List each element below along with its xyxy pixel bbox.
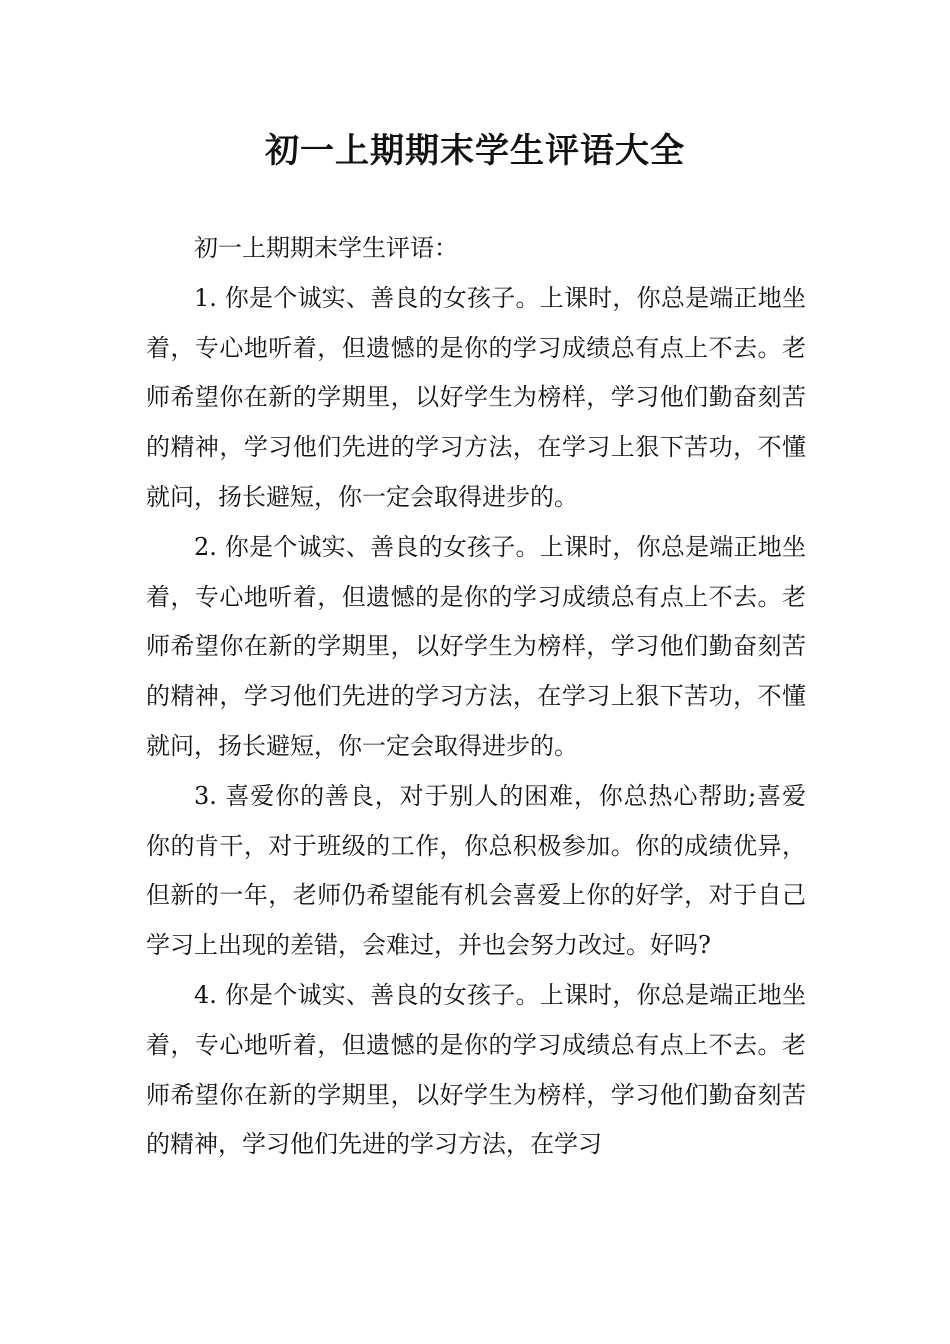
comment-paragraph-4: 4. 你是个诚实、善良的女孩子。上课时，你总是端正地坐着，专心地听着，但遗憾的是你的学习成绩总有点上不去。老师希望你在新的学期里，以好学生为榜样，学习他们勤奋刻苦的精神，学习他们先进的学习方法，在学习 [146,980,806,1159]
comment-paragraph-2: 2. 你是个诚实、善良的女孩子。上课时，你总是端正地坐着，专心地听着，但遗憾的是你的学习成绩总有点上不去。老师希望你在新的学期里，以好学生为榜样，学习他们勤奋刻苦的精神，学习他们先进的学习方法，在学习上狠下苦功，不懂就问，扬长避短，你一定会取得进步的。 [146,532,806,760]
comment-paragraph-3: 3. 喜爱你的善良，对于别人的困难，你总热心帮助;喜爱你的肯干，对于班级的工作，你总积极参加。你的成绩优异，但新的一年，老师仍希望能有机会喜爱上你的好学，对于自己学习上出现的差错，会难过，并也会努力改过。好吗? [146,781,806,960]
document-body [146,224,806,1170]
document-title: 初一上期期末学生评语大全 [265,131,685,171]
intro-paragraph: 初一上期期末学生评语： [194,234,458,262]
comment-paragraph-1: 1. 你是个诚实、善良的女孩子。上课时，你总是端正地坐着，专心地听着，但遗憾的是你的学习成绩总有点上不去。老师希望你在新的学期里，以好学生为榜样，学习他们勤奋刻苦的精神，学习他们先进的学习方法，在学习上狠下苦功，不懂就问，扬长避短，你一定会取得进步的。 [146,283,806,511]
